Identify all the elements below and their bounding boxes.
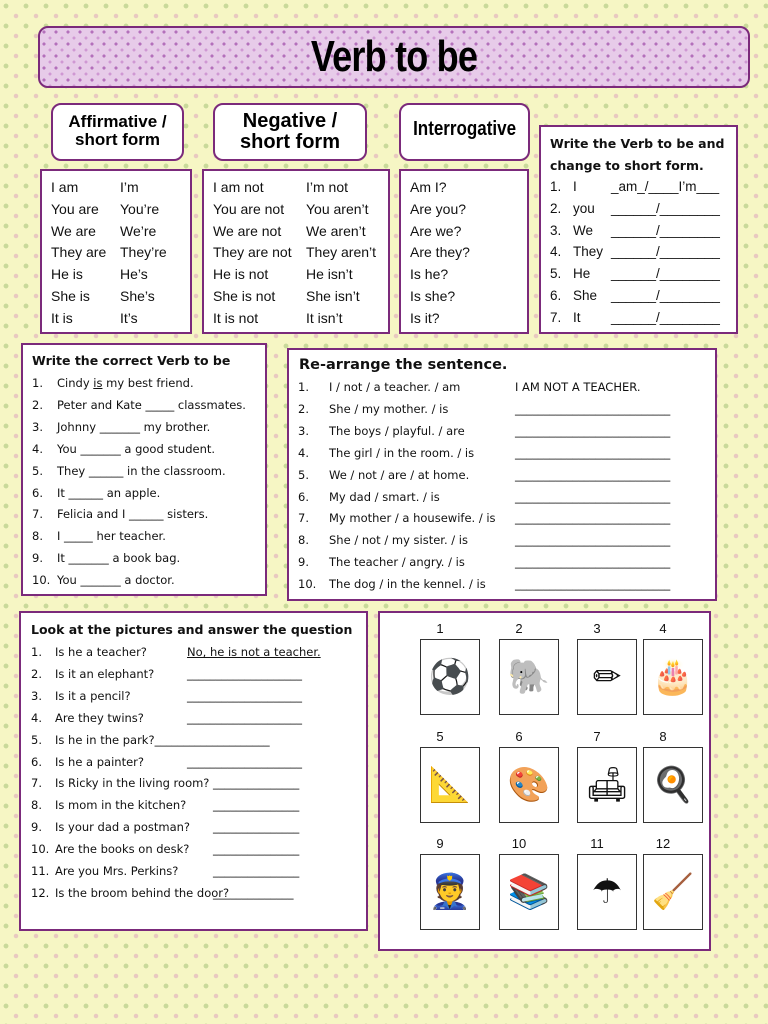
picture-question-number: 2. bbox=[31, 666, 42, 681]
picture-question: Is he a painter? bbox=[55, 754, 145, 769]
rearrange-words: My mother / a housewife. / is bbox=[329, 511, 496, 526]
picture-question: Is mom in the kitchen? bbox=[55, 798, 187, 813]
correct-verb-number: 3. bbox=[32, 419, 43, 434]
sentence-start: It _______ a book bag. bbox=[57, 551, 181, 566]
write-short-number: 2. bbox=[550, 200, 562, 216]
rearrange-words: The teacher / angry. / is bbox=[329, 555, 465, 570]
teacher-at-chalkboard-picture: 📐 bbox=[420, 747, 480, 823]
picture-answer[interactable]: ____________________ bbox=[187, 710, 302, 725]
correct-verb-sentence[interactable] bbox=[57, 420, 210, 434]
twins-with-cake-picture: 🎂 bbox=[643, 639, 703, 715]
police-officer-picture: 👮 bbox=[420, 854, 480, 930]
picture-number: 3 bbox=[593, 621, 601, 636]
affirmative-short: She’s bbox=[120, 288, 155, 304]
write-short-number: 7. bbox=[550, 309, 562, 325]
correct-verb-sentence[interactable] bbox=[57, 442, 215, 456]
sentence-end: my best friend. bbox=[102, 376, 194, 390]
sentence-start: Felicia and I ______ sisters. bbox=[57, 507, 209, 522]
interrogative-item: Are you? bbox=[410, 200, 467, 217]
sentence-start: I _____ her teacher. bbox=[57, 529, 166, 544]
write-short-form-box bbox=[539, 125, 738, 334]
painter-at-easel-picture: 🎨 bbox=[499, 747, 559, 823]
write-short-answer-blank[interactable]: _am_/____I’m___ bbox=[611, 179, 720, 194]
negative-long: I am not bbox=[213, 179, 264, 195]
picture-question-number: 10. bbox=[31, 842, 50, 857]
picture-answer[interactable]: _______________ bbox=[213, 864, 300, 878]
rearrange-answer[interactable]: ___________________________ bbox=[515, 401, 671, 416]
negative-short: We aren’t bbox=[306, 222, 366, 239]
picture-number: 1 bbox=[436, 621, 444, 636]
negative-long: You are not bbox=[213, 200, 285, 217]
negative-long: They are not bbox=[213, 244, 292, 261]
header-negative-label: Negative / short form bbox=[240, 110, 340, 153]
picture-number: 12 bbox=[655, 836, 671, 851]
pictures-questions-box bbox=[19, 611, 368, 931]
pencil-picture: ✏ bbox=[577, 639, 637, 715]
negative-table bbox=[202, 169, 390, 334]
interrogative-item: Am I? bbox=[410, 179, 447, 195]
negative-long: It is not bbox=[213, 309, 259, 326]
rearrange-answer[interactable]: I AM NOT A TEACHER. bbox=[515, 380, 641, 394]
rearrange-words: The boys / playful. / are bbox=[329, 423, 465, 438]
rearrange-number: 2. bbox=[298, 401, 309, 416]
picture-number: 7 bbox=[593, 729, 601, 744]
correct-verb-sentence[interactable] bbox=[57, 507, 208, 521]
negative-short: I’m not bbox=[306, 179, 349, 195]
rearrange-answer[interactable]: ___________________________ bbox=[515, 511, 671, 526]
picture-question: Is it an elephant? bbox=[55, 666, 155, 681]
write-short-number: 3. bbox=[550, 222, 562, 238]
rearrange-words: I / not / a teacher. / am bbox=[329, 380, 461, 394]
write-short-answer-blank[interactable]: ______/________ bbox=[611, 200, 720, 216]
affirmative-table bbox=[40, 169, 192, 334]
write-short-answer-blank[interactable]: ______/________ bbox=[611, 288, 720, 303]
rearrange-answer[interactable]: ___________________________ bbox=[515, 555, 671, 570]
rearrange-words: We / not / are / at home. bbox=[329, 467, 470, 482]
rearrange-title: Re-arrange the sentence. bbox=[299, 357, 508, 373]
correct-verb-number: 1. bbox=[32, 376, 43, 390]
rearrange-answer[interactable]: ___________________________ bbox=[515, 533, 671, 548]
picture-question-number: 7. bbox=[31, 776, 42, 791]
correct-verb-sentence[interactable] bbox=[57, 398, 246, 412]
interrogative-item: Is she? bbox=[410, 288, 456, 304]
write-short-form-title: Write the Verb to be and change to short form. bbox=[550, 136, 725, 173]
affirmative-long: He is bbox=[51, 266, 83, 283]
write-short-subject: you bbox=[573, 200, 595, 216]
picture-number: 9 bbox=[436, 836, 444, 851]
correct-verb-title: Write the correct Verb to be bbox=[32, 353, 231, 368]
pictures-questions-title: Look at the pictures and answer the question bbox=[31, 622, 353, 637]
correct-verb-number: 7. bbox=[32, 507, 43, 522]
picture-answer[interactable]: ______________ bbox=[213, 885, 294, 900]
correct-verb-sentence[interactable] bbox=[57, 573, 175, 587]
rearrange-number: 7. bbox=[298, 511, 309, 526]
write-short-number: 1. bbox=[550, 179, 562, 194]
man-with-umbrella-picture: ☂ bbox=[577, 854, 637, 930]
sentence-start: You _______ a doctor. bbox=[57, 573, 175, 588]
picture-number: 11 bbox=[590, 836, 604, 851]
sentence-start: Johnny _______ my brother. bbox=[57, 419, 211, 434]
picture-answer[interactable]: _______________ bbox=[213, 820, 300, 835]
interrogative-item: Are they? bbox=[410, 244, 470, 261]
interrogative-item: Is he? bbox=[410, 266, 449, 283]
affirmative-short: He’s bbox=[120, 266, 148, 283]
sentence-start: Cindy bbox=[57, 376, 94, 390]
pictures-grid bbox=[378, 611, 711, 951]
correct-verb-number: 9. bbox=[32, 551, 43, 566]
affirmative-long: It is bbox=[51, 309, 73, 326]
correct-verb-number: 8. bbox=[32, 529, 43, 544]
picture-question-number: 3. bbox=[31, 688, 42, 703]
picture-answer[interactable]: ____________________ bbox=[187, 754, 302, 769]
sentence-start: They ______ in the classroom. bbox=[57, 463, 226, 478]
write-short-subject: They bbox=[573, 244, 604, 260]
picture-question-number: 11. bbox=[31, 864, 50, 878]
write-short-answer-blank[interactable]: ______/________ bbox=[611, 244, 720, 260]
rearrange-number: 10. bbox=[298, 577, 317, 592]
rearrange-words: She / my mother. / is bbox=[329, 401, 449, 416]
rearrange-answer[interactable]: ___________________________ bbox=[515, 489, 671, 504]
rearrange-answer[interactable]: ___________________________ bbox=[515, 445, 671, 460]
header-interrogative-label: Interrogative bbox=[413, 118, 516, 140]
write-short-answer-blank[interactable]: ______/________ bbox=[611, 222, 720, 238]
write-short-answer-blank[interactable]: ______/________ bbox=[611, 266, 720, 282]
write-short-number: 4. bbox=[550, 244, 562, 260]
rearrange-number: 6. bbox=[298, 489, 309, 504]
picture-number: 6 bbox=[515, 729, 523, 744]
write-short-subject: He bbox=[573, 266, 591, 282]
picture-answer[interactable]: ____________________ bbox=[187, 666, 302, 681]
header-interrogative bbox=[399, 103, 530, 161]
affirmative-short: We’re bbox=[120, 222, 157, 239]
write-short-subject: We bbox=[573, 222, 594, 238]
woman-cooking-picture: 🍳 bbox=[643, 747, 703, 823]
negative-short: It isn’t bbox=[306, 309, 343, 326]
picture-number: 4 bbox=[659, 621, 667, 636]
correct-verb-sentence[interactable] bbox=[57, 376, 194, 390]
negative-short: They aren’t bbox=[306, 244, 377, 261]
affirmative-long: She is bbox=[51, 288, 90, 304]
rearrange-words: She / not / my sister. / is bbox=[329, 533, 468, 548]
affirmative-short: They’re bbox=[120, 244, 167, 261]
header-affirmative-label: Affirmative / short form bbox=[68, 112, 167, 149]
broom-in-pot-picture: 🧹 bbox=[643, 854, 703, 930]
sentence-start: It ______ an apple. bbox=[57, 485, 161, 500]
affirmative-long: You are bbox=[51, 200, 99, 217]
rearrange-words: The girl / in the room. / is bbox=[329, 445, 475, 460]
negative-long: He is not bbox=[213, 266, 269, 283]
correct-verb-sentence[interactable] bbox=[57, 486, 160, 500]
rearrange-number: 3. bbox=[298, 423, 309, 438]
rearrange-words: My dad / smart. / is bbox=[329, 489, 440, 504]
correct-verb-number: 10. bbox=[32, 573, 51, 588]
rearrange-words: The dog / in the kennel. / is bbox=[329, 577, 486, 592]
correct-verb-sentence[interactable] bbox=[57, 551, 180, 565]
picture-answer[interactable]: ____________________ bbox=[187, 688, 302, 703]
interrogative-table bbox=[399, 169, 529, 334]
rearrange-number: 1. bbox=[298, 380, 309, 394]
picture-question-number: 5. bbox=[31, 732, 42, 747]
rearrange-answer[interactable]: ___________________________ bbox=[515, 577, 671, 592]
header-negative bbox=[213, 103, 367, 161]
write-short-number: 6. bbox=[550, 288, 562, 303]
picture-question-number: 8. bbox=[31, 798, 42, 813]
picture-question: Are the books on desk? bbox=[55, 842, 190, 857]
picture-number: 2 bbox=[515, 621, 523, 636]
stack-of-books-picture: 📚 bbox=[499, 854, 559, 930]
header-affirmative bbox=[51, 103, 184, 161]
rearrange-number: 5. bbox=[298, 467, 309, 482]
correct-verb-sentence[interactable] bbox=[57, 464, 226, 478]
write-short-subject: I bbox=[573, 179, 577, 194]
write-short-number: 5. bbox=[550, 266, 562, 282]
interrogative-item: Is it? bbox=[410, 309, 440, 326]
picture-question-number: 6. bbox=[31, 754, 42, 769]
picture-number: 8 bbox=[659, 729, 667, 744]
write-short-subject: It bbox=[573, 309, 581, 325]
negative-long: We are not bbox=[213, 222, 282, 239]
picture-question: Is Ricky in the living room? bbox=[55, 776, 210, 791]
correct-verb-number: 6. bbox=[32, 485, 43, 500]
picture-answer[interactable]: _______________ bbox=[213, 798, 300, 813]
sentence-answer: is bbox=[93, 376, 103, 390]
picture-answer[interactable]: No, he is not a teacher. bbox=[187, 645, 321, 659]
affirmative-short: You’re bbox=[120, 200, 160, 217]
rearrange-number: 4. bbox=[298, 445, 309, 460]
picture-number: 10 bbox=[511, 836, 527, 851]
title-banner bbox=[38, 26, 750, 88]
affirmative-short: I’m bbox=[120, 179, 139, 195]
sentence-start: You _______ a good student. bbox=[57, 441, 216, 456]
football-player-picture: ⚽ bbox=[420, 639, 480, 715]
rearrange-answer[interactable]: ___________________________ bbox=[515, 423, 671, 438]
negative-short: You aren’t bbox=[306, 200, 369, 217]
rearrange-answer[interactable]: ___________________________ bbox=[515, 467, 671, 482]
picture-answer[interactable]: _______________ bbox=[213, 842, 300, 857]
picture-question-number: 9. bbox=[31, 820, 42, 835]
picture-question: Are you Mrs. Perkins? bbox=[55, 864, 179, 878]
affirmative-long: They are bbox=[51, 244, 107, 261]
write-short-answer-blank[interactable]: ______/________ bbox=[611, 309, 720, 325]
affirmative-short: It’s bbox=[120, 309, 138, 326]
correct-verb-box bbox=[21, 343, 267, 596]
picture-question: Is he in the park?____________________ bbox=[55, 732, 270, 747]
elephant-picture: 🐘 bbox=[499, 639, 559, 715]
picture-question: Is your dad a postman? bbox=[55, 820, 191, 835]
picture-question: Is it a pencil? bbox=[55, 688, 131, 703]
affirmative-long: I am bbox=[51, 179, 79, 195]
picture-question: Is he a teacher? bbox=[55, 645, 147, 659]
picture-number: 5 bbox=[436, 729, 444, 744]
negative-short: He isn’t bbox=[306, 266, 353, 283]
rearrange-number: 8. bbox=[298, 533, 309, 548]
negative-short: She isn’t bbox=[306, 288, 360, 304]
picture-answer[interactable]: _______________ bbox=[213, 776, 300, 791]
correct-verb-sentence[interactable] bbox=[57, 529, 166, 543]
interrogative-item: Are we? bbox=[410, 222, 462, 239]
correct-verb-number: 4. bbox=[32, 441, 43, 456]
picture-question-number: 1. bbox=[31, 645, 42, 659]
picture-question: Is the broom behind the door? bbox=[55, 885, 230, 900]
picture-question-number: 4. bbox=[31, 710, 42, 725]
rearrange-box bbox=[287, 348, 717, 601]
picture-question-number: 12. bbox=[31, 885, 50, 900]
rearrange-number: 9. bbox=[298, 555, 309, 570]
correct-verb-number: 2. bbox=[32, 397, 43, 412]
write-short-subject: She bbox=[573, 288, 598, 303]
negative-long: She is not bbox=[213, 288, 276, 304]
correct-verb-number: 5. bbox=[32, 463, 43, 478]
affirmative-long: We are bbox=[51, 222, 96, 239]
picture-question: Are they twins? bbox=[55, 710, 144, 725]
living-room-picture: 🛋 bbox=[577, 747, 637, 823]
page-title: Verb to be bbox=[310, 32, 478, 81]
sentence-start: Peter and Kate _____ classmates. bbox=[57, 397, 246, 412]
